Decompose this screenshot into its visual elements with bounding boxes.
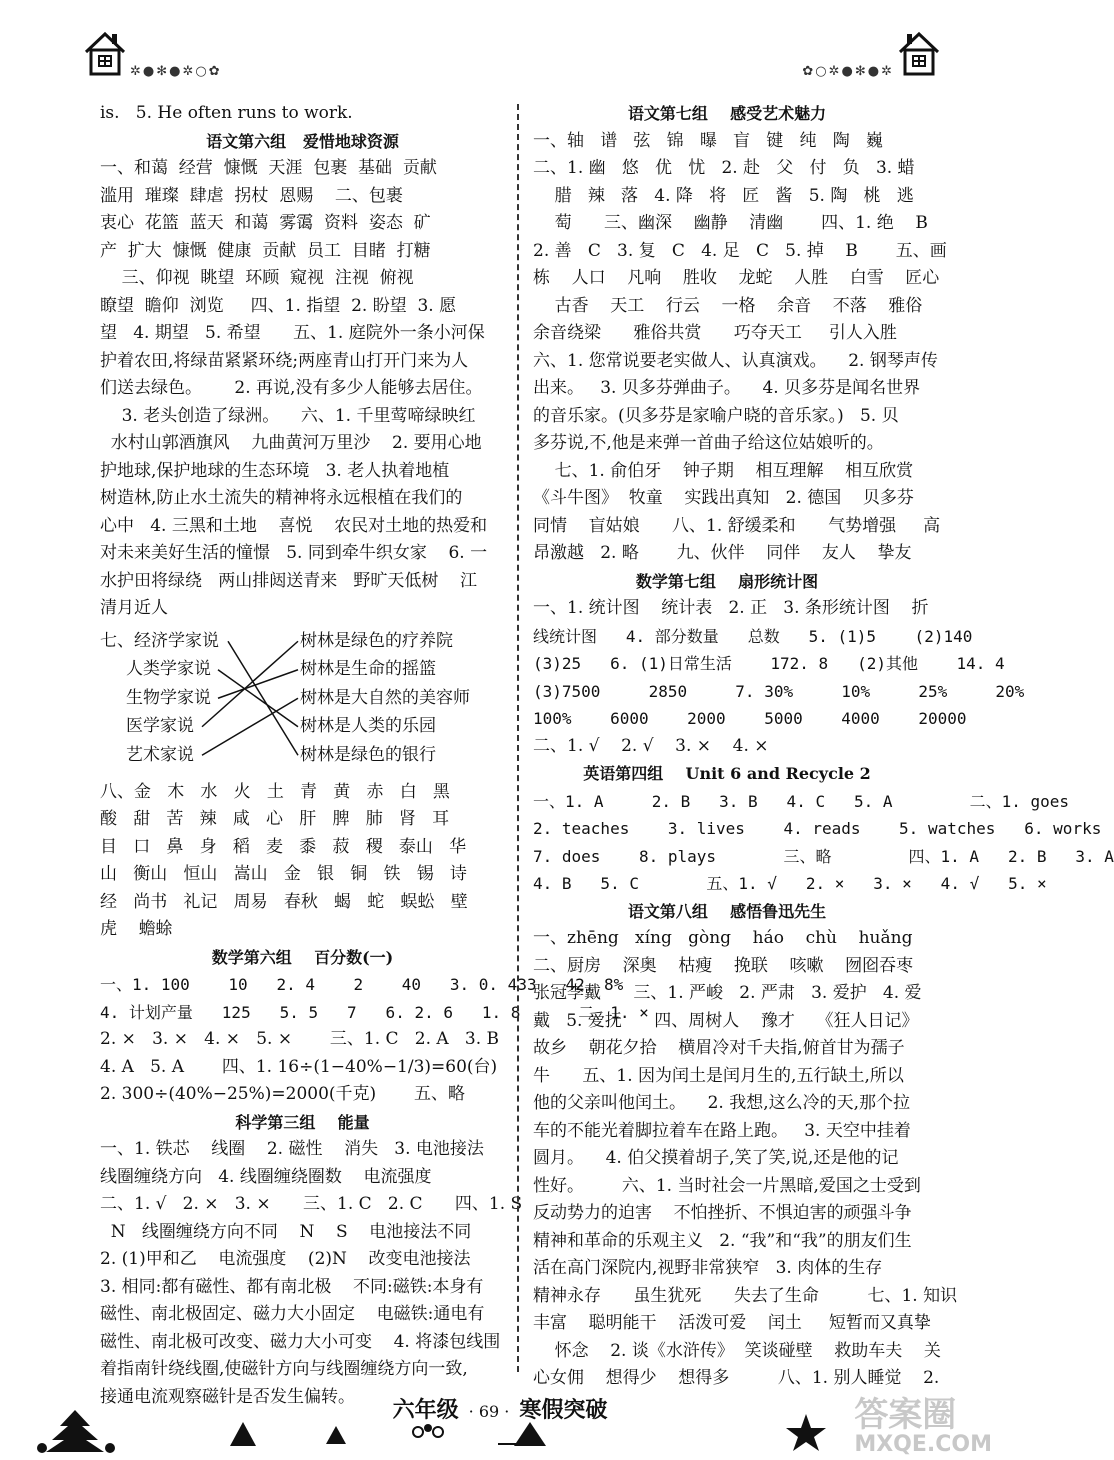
answer-line: 一、1. 100 10 2. 4 2 40 3. 0. 433 42. 8% [100, 975, 624, 994]
star-icon [784, 1412, 828, 1452]
answer-line: 精神和革命的乐观主义 2. “我”和“我”的朋友们生 [533, 1230, 912, 1251]
answer-line: 水护田将绿绕 两山排闼送青来 野旷天低树 江 [100, 570, 478, 591]
answer-line: 7. does 8. plays 三、略 四、1. A 2. B 3. A [533, 846, 1114, 866]
dots-decoration-right: ✿○✲●✻●✲ [802, 64, 894, 79]
triangle-icon [324, 1424, 348, 1446]
answer-line: (3)25 6. (1)日常生活 172. 8 (2)其他 14. 4 [533, 654, 1005, 673]
answer-line: 磁性、南北极可改变、磁力大小可变 4. 将漆包线围 [100, 1331, 501, 1352]
answer-line: 二、1. √ 2. × 3. × 三、1. C 2. C 四、1. S [100, 1194, 523, 1214]
answer-line: 萄 三、幽深 幽静 清幽 四、1. 绝 B [533, 213, 928, 233]
tree-icon [30, 1408, 120, 1454]
answer-line: 着指南针绕线圈,使磁针方向与线圈缠绕方向一致, [100, 1359, 468, 1379]
answer-line: 树造林,防止水土流失的精神将永远根植在我们的 [100, 488, 463, 508]
answer-line: 七、1. 俞伯牙 钟子期 相互理解 相互欣赏 [533, 460, 914, 481]
matching-right-item: 树林是绿色的疗养院 [300, 630, 453, 651]
answer-line: 4. A 5. A 四、1. 16÷(1−40%−1/3)=60(台) [100, 1056, 498, 1077]
matching-left-item: 艺术家说 [126, 744, 194, 765]
matching-left-item: 生物学家说 [126, 687, 211, 708]
section-heading: 语文第六组 爱惜地球资源 [206, 131, 399, 151]
answer-line: 二、厨房 深奥 枯瘦 挽联 咳嗽 囫囵吞枣 [533, 955, 914, 976]
answer-line: 护着农田,将绿苗紧紧环绕;两座青山打开门来为人 [100, 350, 469, 371]
answer-line: 圆月。 4. 伯父摸着胡子,笑了笑,说,还是他的记 [533, 1148, 899, 1168]
matching-line [218, 669, 298, 726]
answer-line: 2. (1)甲和乙 电流强度 (2)N 改变电池接法 [100, 1249, 471, 1269]
watermark-url: MXQE.COM [854, 1432, 992, 1457]
answer-line: 腊 辣 落 4. 降 将 匠 酱 5. 陶 桃 逃 [533, 185, 914, 206]
watermark-logo-text: 答案圈 [854, 1395, 957, 1435]
answer-line: 4. B 5. C 五、1. √ 2. × 3. × 4. √ 5. × [533, 874, 1047, 893]
answer-line: 一、1. 铁芯 线圈 2. 磁性 消失 3. 电池接法 [100, 1139, 484, 1159]
section-heading: 数学第七组 扇形统计图 [635, 571, 819, 591]
answer-line: (3)7500 2850 7. 30% 10% 25% 20% [533, 681, 1025, 701]
answer-line: 线圈缠绕方向 4. 线圈缠绕圈数 电流强度 [100, 1166, 432, 1187]
answer-line: 望 4. 期望 5. 希望 五、1. 庭院外一条小河保 [100, 323, 485, 343]
answer-line: 牛 五、1. 因为闰土是闰月生的,五行缺土,所以 [533, 1065, 904, 1086]
page-number: · 69 · [468, 1402, 510, 1421]
answer-line: 经 尚书 礼记 周易 春秋 蝎 蛇 蜈蚣 壁 [100, 891, 468, 912]
footer-grade: 六年级 [392, 1397, 459, 1423]
answer-line: 二、1. 幽 悠 优 忧 2. 赴 父 付 负 3. 蜡 [533, 158, 915, 178]
answer-line: 酸 甜 苦 辣 咸 心 肝 脾 肺 肾 耳 [100, 809, 450, 829]
answer-line: 栋 人口 凡响 胜收 龙蛇 人胜 白雪 匠心 [533, 268, 940, 288]
answer-line: 水村山郭酒旗风 九曲黄河万里沙 2. 要用心地 [100, 433, 482, 453]
section-heading: 科学第三组 能量 [235, 1112, 370, 1132]
answer-line: 护地球,保护地球的生态环境 3. 老人执着地植 [100, 460, 450, 481]
answer-line: 二、1. √ 2. √ 3. × 4. × [533, 735, 769, 756]
answer-line: 线统计图 4. 部分数量 总数 5. (1)5 (2)140 [533, 626, 973, 646]
matching-left-list [100, 627, 219, 770]
section-heading: 数学第六组 百分数(一) [211, 947, 394, 967]
section-heading: 英语第四组 Unit 6 and Recycle 2 [583, 764, 871, 783]
answer-line: 2. teaches 3. lives 4. reads 5. watches 6. works [533, 819, 1102, 838]
answer-line: 目 口 鼻 身 稻 麦 黍 菽 稷 泰山 华 [100, 836, 467, 857]
answer-line: 反动势力的迫害 不怕挫折、不惧迫害的顽强斗争 [533, 1203, 912, 1223]
answer-line: 的音乐家。(贝多芬是家喻户晓的音乐家。) 5. 贝 [533, 405, 899, 426]
answer-line: 六、1. 您常说要老实做人、认真演戏。 2. 钢琴声传 [533, 350, 938, 371]
answer-line: 《斗牛图》 牧童 实践出真知 2. 德国 贝多芬 [533, 488, 914, 508]
answer-line: 滥用 璀璨 肆虐 拐杖 恩赐 二、包裹 [100, 185, 403, 206]
answer-line: 精神永存 虽生犹死 失去了生命 七、1. 知识 [533, 1285, 958, 1306]
section-heading: 语文第七组 感受艺术魅力 [627, 104, 827, 123]
answer-line: 一、1. 统计图 统计表 2. 正 3. 条形统计图 折 [533, 598, 929, 618]
matching-right-item: 树林是大自然的美容师 [300, 687, 470, 708]
answer-line: 产 扩大 慷慨 健康 贡献 员工 目睹 打糖 [100, 240, 431, 261]
answer-line: 古香 天工 行云 一格 余音 不落 雅俗 [533, 295, 923, 316]
answer-line: 一、zhēng xíng gòng háo chù huǎng [533, 928, 913, 948]
answer-line: 3. 老头创造了绿洲。 六、1. 千里莺啼绿映红 [100, 405, 476, 426]
answer-line: 多芬说,不,他是来弹一首曲子给这位姑娘听的。 [533, 433, 884, 453]
answer-line: 同情 盲姑娘 八、1. 舒缓柔和 气势增强 高 [533, 515, 941, 536]
answer-line: 山 衡山 恒山 嵩山 金 银 铜 铁 锡 诗 [100, 864, 467, 884]
answer-line: 丰富 聪明能干 活泼可爱 闰土 短暂而又真挚 [533, 1313, 931, 1333]
answer-line: 车的不能光着脚拉着车在路上跑。 3. 天空中挂着 [533, 1120, 911, 1141]
header-decoration-right [792, 28, 942, 88]
answer-line: 张冠李戴 三、1. 严峻 2. 严肃 3. 爱护 4. 爱 [533, 983, 922, 1003]
answer-line: 故乡 朝花夕拾 横眉冷对千夫指,俯首甘为孺子 [533, 1038, 905, 1058]
answer-line: 2. × 3. × 4. × 5. × 三、1. C 2. A 3. B [100, 1029, 500, 1049]
dots-decoration-left: ✲●✻●✲○✿ [130, 64, 222, 79]
answer-line: 活在高门深院内,视野非常狭窄 3. 肉体的生存 [533, 1258, 883, 1278]
answer-line: 性好。 六、1. 当时社会一片黑暗,爱国之士受到 [533, 1175, 921, 1196]
answer-line: 心中 4. 三黑和土地 喜悦 农民对土地的热爱和 [100, 515, 488, 536]
section-heading: 语文第八组 感悟鲁迅先生 [627, 901, 827, 921]
answer-line: is. 5. He often runs to work. [100, 103, 353, 123]
answer-line: 们送去绿色。 2. 再说,没有多少人能够去居住。 [100, 378, 483, 398]
answer-line: 衷心 花篮 蓝天 和蔼 雾霭 资料 姿态 矿 [100, 213, 431, 233]
watermark [854, 1395, 992, 1460]
matching-left-item: 人类学家说 [126, 659, 211, 679]
matching-line [218, 669, 298, 698]
house-icon [896, 28, 942, 78]
footer-book-title: 寒假突破 [519, 1397, 608, 1423]
house-icon [82, 28, 128, 78]
answer-line: 磁性、南北极固定、磁力大小固定 电磁铁:通电有 [100, 1304, 485, 1324]
answer-line: 昂激越 2. 略 九、伙伴 同伴 友人 挚友 [533, 543, 912, 563]
matching-right-item: 树林是人类的乐园 [300, 716, 436, 736]
answer-line: 一、1. A 2. B 3. B 4. C 5. A 二、1. goes [533, 791, 1070, 811]
answer-line: 出来。 3. 贝多芬弹曲子。 4. 贝多芬是闻名世界 [533, 378, 921, 398]
answer-line: 对未来美好生活的憧憬 5. 同到牵牛织女家 6. 一 [100, 543, 488, 563]
matching-exercise [100, 627, 505, 777]
answer-line: 一、和蔼 经营 慷慨 天涯 包裹 基础 贡献 [100, 158, 437, 178]
answer-line: 清月近人 [100, 598, 168, 618]
right-column [533, 100, 1114, 1393]
triangle-icon [496, 1418, 552, 1448]
answer-line: 接通电流观察磁针是否发生偏转。 [100, 1386, 355, 1407]
flower-icon [410, 1420, 446, 1444]
answer-line: 他的父亲叫他闰土。 2. 我想,这么冷的天,那个拉 [533, 1093, 911, 1113]
answer-line: 八、金 木 水 火 土 青 黄 赤 白 黑 [100, 781, 450, 802]
matching-line [228, 641, 298, 755]
matching-right-item: 树林是生命的摇篮 [300, 659, 436, 679]
answer-line: 4. 计划产量 125 5. 5 7 6. 2. 6 1. 8 二、1. × [100, 1002, 649, 1022]
triangle-icon [228, 1420, 258, 1448]
matching-right-list [300, 627, 470, 770]
answer-line: 100% 6000 2000 5000 4000 20000 [533, 709, 967, 728]
answer-line: 虎 蟾蜍 [100, 919, 173, 939]
answer-line: 戴 5. 爱抚 四、周树人 豫才 《狂人日记》 [533, 1010, 919, 1031]
answer-line: 一、轴 谱 弦 锦 曝 盲 键 纯 陶 巍 [533, 130, 883, 151]
matching-left-item: 七、经济学家说 [100, 630, 219, 651]
answer-line: 三、仰视 眺望 环顾 窥视 注视 俯视 [100, 268, 414, 288]
answer-line: 2. 300÷(40%−25%)=2000(千克) 五、略 [100, 1084, 465, 1104]
matching-right-item: 树林是绿色的银行 [300, 744, 436, 765]
column-divider [517, 104, 519, 1372]
matching-left-item: 医学家说 [126, 716, 194, 736]
answer-line: 心女佣 想得少 想得多 八、1. 别人睡觉 2. [533, 1368, 940, 1388]
answer-line: 2. 善 C 3. 复 C 4. 足 C 5. 掉 B 五、画 [533, 240, 947, 261]
answer-line: 3. 相同:都有磁性、都有南北极 不同:磁铁:本身有 [100, 1276, 484, 1297]
answer-line: 瞭望 瞻仰 浏览 四、1. 指望 2. 盼望 3. 愿 [100, 295, 457, 316]
answer-line: N 线圈缠绕方向不同 N S 电池接法不同 [100, 1221, 472, 1242]
answer-line: 余音绕梁 雅俗共赏 巧夺天工 引人入胜 [533, 323, 897, 343]
answer-line: 怀念 2. 谈《水浒传》 笑谈碰壁 救助车夫 关 [533, 1340, 941, 1361]
